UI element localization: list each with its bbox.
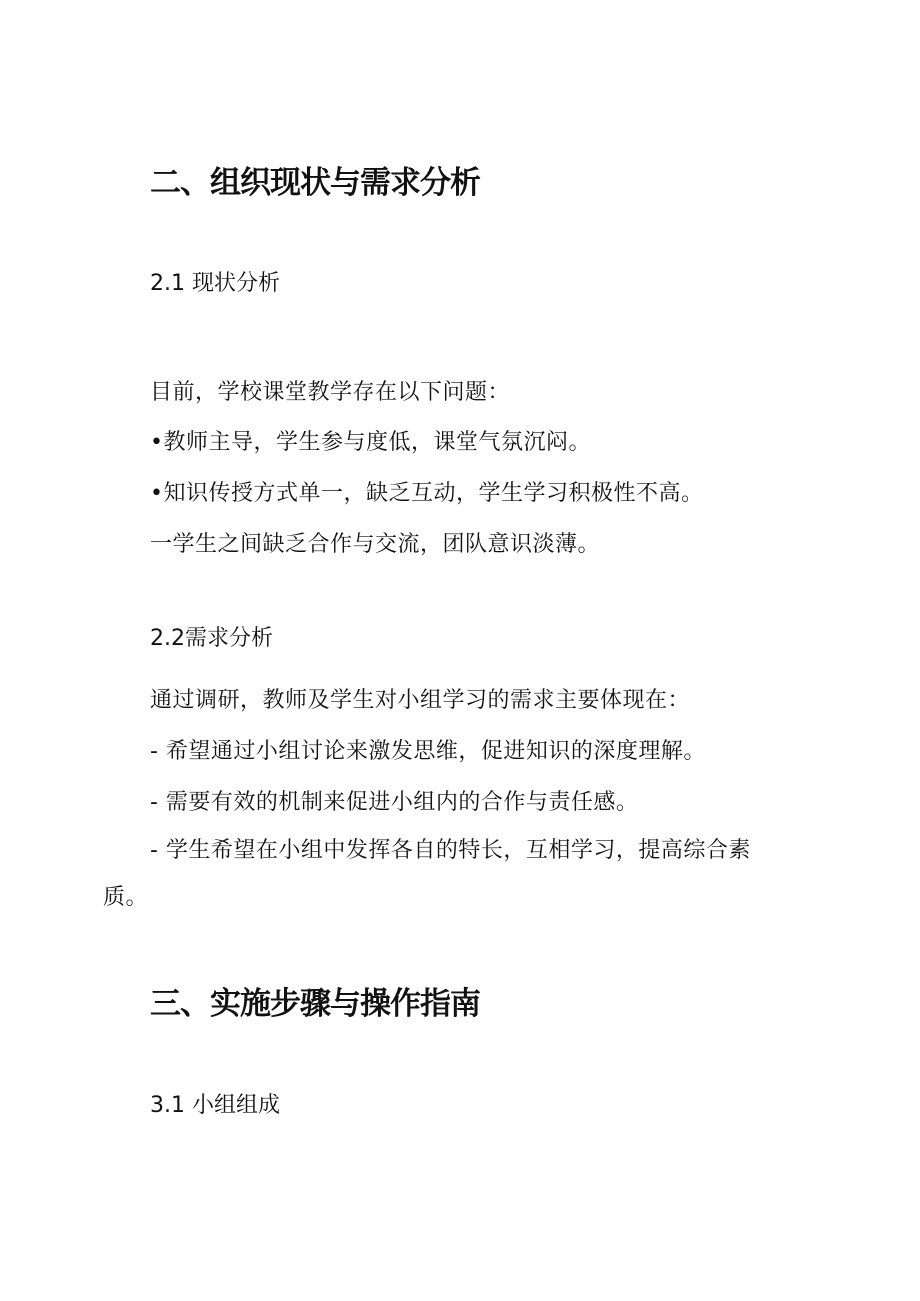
- current-status-intro: 目前，学校课堂教学存在以下问题：: [150, 380, 511, 405]
- subsection-3-1-heading: 3.1 小组组成: [150, 1093, 280, 1118]
- subsection-2-1-heading: 2.1 现状分析: [150, 271, 280, 296]
- current-status-item: 一学生之间缺乏合作与交流，团队意识淡薄。: [150, 532, 601, 557]
- section-2-title: 二、组织现状与需求分析: [150, 165, 480, 201]
- current-status-item: •知识传授方式单一，缺乏互动，学生学习积极性不高。: [150, 481, 704, 506]
- needs-item: - 学生希望在小组中发挥各自的特长，互相学习，提高综合素: [150, 838, 751, 863]
- current-status-item: •教师主导，学生参与度低，课堂气氛沉闷。: [150, 430, 591, 455]
- needs-item: - 需要有效的机制来促进小组内的合作与责任感。: [150, 790, 639, 815]
- needs-item-continuation: 质。: [103, 885, 149, 910]
- needs-intro: 通过调研，教师及学生对小组学习的需求主要体现在：: [150, 688, 691, 713]
- section-3-title: 三、实施步骤与操作指南: [150, 986, 480, 1022]
- needs-item: - 希望通过小组讨论来激发思维，促进知识的深度理解。: [150, 739, 706, 764]
- subsection-2-2-heading: 2.2需求分析: [150, 626, 273, 651]
